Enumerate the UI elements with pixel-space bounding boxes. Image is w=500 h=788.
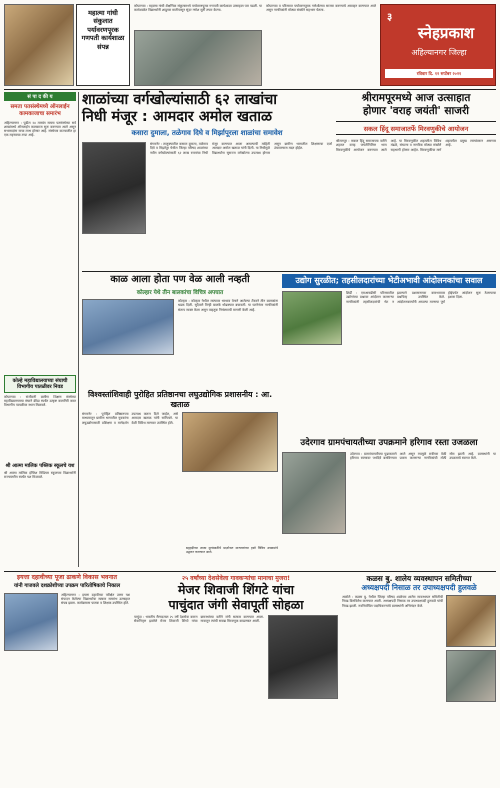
masthead-number: ३ xyxy=(387,12,393,23)
vishwasta-body: संगमनेर : पुरोहित प्रतिष्ठानच्या माध्यमातून ग्रामीण भागातील युवकांना लघुउद्योगासाठी प्रशिक्षण व मार्गदर्शन उपलब्ध करून दिले जाईल, असे आमदार खताळ यांनी सांगितले. या वेळी विविध मान्यवर उपस्थित होते. xyxy=(82,412,178,425)
bottom-center-body: पाचुंदा : भारतीय सैन्यदलात २५ वर्षे देशसेवा करून सेवानिवृत्त झालेले मेजर शिवाजी शिंगटे यांचा ग्रामस्थांच्या वतीने जंगी सत्कार करण्यात आला. गावातून त्यांची सवाद्य मिरवणूक काढण्यात आली. xyxy=(134,615,264,624)
top-right-story xyxy=(266,4,376,86)
bottom-right-story xyxy=(342,574,496,784)
masthead-title: स्नेहप्रकाश xyxy=(417,24,475,42)
udyog-body: शिर्डी : एमआयडीसी परिसरातील उद्योगांच्या प्रश्नावर आंदोलन करणाऱ्या नागरिकांनी तहसीलदारांची भेट न झाल्याने प्रशासनाच्या कारभारावर प्रश्नचिन्ह उपस्थित केले. आंदोलनकर्त्यांनी आपल्या मागण्या पूर्ण होईपर्यंत आंदोलन सुरू ठेवण्याचा इशारा दिला. xyxy=(346,291,496,304)
udargaon-photo xyxy=(282,452,346,534)
top-left-box-title: महात्मा गांधी संकुलात पर्यावरणपूरक गणपती कार्यशाळा संपन्न xyxy=(81,9,125,51)
main-story xyxy=(82,92,332,268)
top-left-box xyxy=(76,4,130,86)
bottom-center-photo xyxy=(268,615,338,699)
main-headline-line2: निधी मंजूर : आमदार अमोल खताळ xyxy=(82,109,272,125)
vishwasta-story xyxy=(82,390,278,567)
kala-sub: कोल्हार येथे तीन बालकांचा विचित्र अपघात xyxy=(136,290,224,296)
bottom-left-photo xyxy=(4,593,58,651)
udargaon-body: उदेरगाव : ग्रामपंचायतीच्या पुढाकाराने हरिगाव रस्त्यावर पथदिवे बसविण्यात आले असून त्यामुळे रात्रीच्या वेळी प्रवास करणाऱ्या नागरिकांची मोठी सोय झाली आहे. ग्रामस्थांनी या उपक्रमाचे स्वागत केले. xyxy=(350,451,496,460)
right-story-body: श्रीरामपूर : सकल हिंदू समाजाच्या वतीने शहरात वराह जयंतीनिमित्त भव्य मिरवणुकीचे आयोजन करण्यात आले आहे. या मिरवणुकीत शहरातील विविध मंडळे, संघटना व नागरिक मोठ्या संख्येने सहभागी होणार आहेत. मिरवणुकीचा मार्ग शहरातील प्रमुख रस्त्यांवरून असणार आहे. xyxy=(336,139,496,152)
bottom-center-headline1: मेजर शिवाजी शिंगटे यांचा xyxy=(177,582,295,597)
right-headline-line2: होणार 'वराह जयंती' साजरी xyxy=(363,105,469,117)
mid-divider-1 xyxy=(82,271,496,272)
bottom-left-story xyxy=(4,574,130,784)
bottom-right-photo-2 xyxy=(446,650,496,702)
udyog-story xyxy=(282,274,496,434)
main-story-photo xyxy=(82,142,146,234)
vishwasta-headline: विश्वस्तांशिवाही पुरोहित प्रतिष्ठानचा लघुउद्योगिक प्रशासनीय : आ. खताळ xyxy=(87,390,273,409)
bottom-right-headline2: अध्यक्षपदी निसाळ तर उपाध्यक्षपदी हुलवळे xyxy=(361,583,477,592)
right-story xyxy=(336,92,496,268)
left-column-sub-body: कोपरगाव : संजीवनी ग्रामीण शिक्षण संस्थेच्या महाविद्यालयाच्या संघाने क्रीडा स्पर्धेत उत्कृष्ट कामगिरी करत विभागीय पातळीवर स्थान मिळवले. xyxy=(4,394,76,408)
bottom-center-headline2: पाचुंदात जंगी सेवापूर्ती सोहळा xyxy=(168,597,304,612)
left-column-body: अहिल्यानगर : पुढील २४ तासांत समता पतसंस्थेच्या सर्व शाखांमध्ये ऑनलाईन कामकाज सुरू करण्यात आले असून सभासदांना याचा लाभ होणार आहे. संस्थेच्या वाटचालीत हा एक महत्त्वाचा टप्पा आहे. xyxy=(4,120,76,138)
bottom-divider xyxy=(4,571,496,572)
left-column-divider xyxy=(78,92,79,567)
right-headline-line1: श्रीरामपूरमध्ये आज उत्साहात xyxy=(361,92,471,104)
right-headline-sub: सकल हिंदू समाजातर्फे मिरवणुकीचे आयोजन xyxy=(336,121,496,135)
main-headline-sub: कसारा दुमाला, तळेगाव दिघे व मिर्झापूरला शाळांचा समावेश xyxy=(131,129,283,137)
udargaon-story xyxy=(282,438,496,567)
bottom-right-body: अकोले : कळस बु. येथील जिल्हा परिषद शाळेच्या शालेय व्यवस्थापन समितीची निवड बिनविरोध करण्यात आली. अध्यक्षपदी निसाळ तर उपाध्यक्षपदी हुलवळे यांची निवड झाली. नवनिर्वाचित पदाधिकाऱ्यांचे ग्रामस्थांनी अभिनंदन केले. xyxy=(342,595,443,608)
left-column xyxy=(4,92,76,567)
bottom-left-headline: इयत्ता दहावीच्या पूजा ढाकणे विकास भवनात xyxy=(16,574,118,581)
bottom-center-kicker: २५ वर्षांच्या देशसेवेला गावकऱ्यांचा मानाचा मुजरा! xyxy=(181,575,291,582)
kala-body: कोल्हार : कोल्हार येथील रस्त्यावर भरधाव वेगाने आलेल्या टँकरने तीन बालकांना धडक दिली. सुदैवाने तिन्ही बालके थोडक्यात बचावली. या घटनेनंतर नागरिकांनी संताप व्यक्त केला असून वाहतूक नियंत्रणाची मागणी केली आहे. xyxy=(178,299,278,312)
mid-caption: सह्याद्रीच्या शाळा मुलांसाठीचे प्रदर्शनात मान्यवरांच्या हस्ते विविध उपक्रमांचे उद्घाटन करण्यात आले. xyxy=(186,546,278,555)
main-headline-line1: शाळांच्या वर्गखोल्यांसाठी ६२ लाखांचा xyxy=(82,92,278,108)
bottom-left-sub: यांनी गाजवले दशक्रोशीच्या उपक्रम पारितोषिकाचे निकाल xyxy=(14,583,120,590)
masthead-date: रविवार दि. १२ सप्टेंबर २०२१ xyxy=(385,69,493,78)
bottom-left-body: अहिल्यानगर : इयत्ता दहावीच्या परीक्षेत उत्तम यश संपादन केलेल्या विद्यार्थ्यांचा सत्कार समारंभ उत्साहात संपन्न झाला. कार्यक्रमास पालक व शिक्षक उपस्थित होते. xyxy=(61,592,130,606)
udargaon-headline: उदेरगाव ग्रामपंचायतीच्या उपक्रमाने हरिगाव रस्ता उजळला xyxy=(300,438,478,448)
main-story-body: संगमनेर : तालुक्यातील कसारा दुमाला, तळेगाव दिघे व मिर्झापूर येथील जिल्हा परिषद शाळांच्या नवीन वर्गखोल्यांसाठी ६२ लाख रुपयांचा निधी मंजूर करण्यात आला असल्याची माहिती आमदार अमोल खताळ यांनी दिली. या निधीमुळे विद्यार्थ्यांना सुसज्ज वर्गखोल्या उपलब्ध होणार असून ग्रामीण भागातील शिक्षणाचा दर्जा उंचावण्यास मदत होईल. xyxy=(150,142,332,155)
masthead xyxy=(380,4,496,86)
masthead-subtitle: अहिल्यानगर जिल्हा xyxy=(411,48,467,57)
bottom-center-story xyxy=(134,574,338,784)
top-left-photo xyxy=(4,4,74,86)
bottom-right-photo-1 xyxy=(446,595,496,647)
top-middle-story-lead: कोपरगाव : महात्मा गांधी शैक्षणिक संकुलामध्ये पर्यावरणपूरक गणपती कार्यशाळा उत्साहात पार पडली. या कार्यशाळेत विद्यार्थ्यांनी शाडूच्या मातीपासून सुंदर गणेश मूर्ती तयार केल्या. xyxy=(134,4,262,13)
left-column-sub2-title: श्री आत्मा मालिक पब्लिक स्कूलचे यश xyxy=(5,462,75,469)
udyog-headline: उद्योग सुरळीत; तहसीलदारांच्या भेटीअभावी आंदोलनकांचा सवाल xyxy=(282,274,496,288)
top-right-story-text: कोपरगाव व परिसरात पर्यावरणपूरक गणेशोत्सव साजरा करण्याचे आवाहन करण्यात आले असून नागरिकांनी मोठ्या संख्येने सहभाग घेतला. xyxy=(266,4,376,13)
left-column-tag: सं पा द की य xyxy=(4,92,76,101)
kala-headline: काळ आला होता पण वेळ आली नव्हती xyxy=(110,274,250,285)
kala-story xyxy=(82,274,278,386)
vishwasta-photo xyxy=(182,412,278,472)
left-column-sub-title: कोल्हे महाविद्यालयाच्या संघाची विभागीय पातळीवर निवड xyxy=(4,375,76,393)
kala-photo xyxy=(82,299,174,355)
udyog-photo xyxy=(282,291,342,345)
bottom-right-headline: कळस बु. शालेय व्यवस्थापन समितीच्या xyxy=(366,574,472,583)
left-column-sub2-body: श्री आत्मा मालिक इंग्लिश मिडियम स्कूलच्या विद्यार्थ्यांनी राज्यस्तरीय स्पर्धेत यश मिळवले. xyxy=(4,470,76,479)
left-column-title: समता पतसंस्थेमध्ये ऑनलाईन कामकाजाचा समारंभ xyxy=(10,104,70,117)
top-divider xyxy=(4,89,496,90)
top-middle-photo xyxy=(134,30,262,86)
